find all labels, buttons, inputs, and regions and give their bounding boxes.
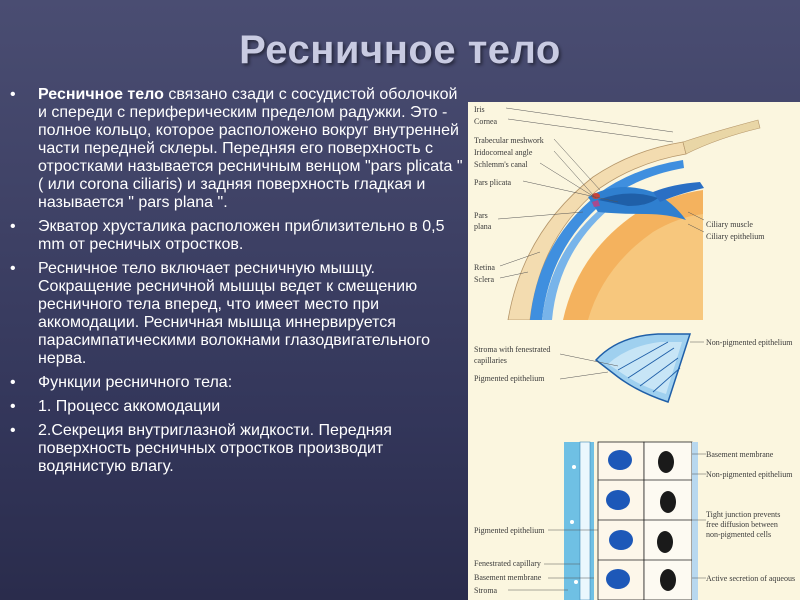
bullet-dot-icon: • [10,218,16,235]
bullet-text: Функции ресничного тела: [38,374,233,391]
bullet-dot-icon: • [10,260,16,277]
label-ciliary-epithelium: Ciliary epithelium [706,232,765,241]
bullet-dot-icon: • [10,374,16,391]
label-non-pigmented-epithelium-bottom: Non-pigmented epithelium [706,470,793,479]
bullet-item [8,374,463,392]
label-non-pigmented-epithelium-mid: Non-pigmented epithelium [706,338,793,347]
label-trabecular-meshwork: Trabecular meshwork [474,136,544,145]
label-ciliary-muscle: Ciliary muscle [706,220,753,229]
label-cornea: Cornea [474,117,498,126]
bullet-text: 1. Процесс аккомодации [38,398,221,415]
label-fenestrated-capillary: Fenestrated capillary [474,559,541,568]
bullet-lead: Ресничное тело [38,86,164,103]
bullet-item [8,422,463,476]
bullet-list [8,86,463,482]
bullet-text: связано сзади с сосудистой оболочкой и спереди с периферическим пределом радужки. Это - полное кольцо, которое расположено вокруг внутренней части передней склеры. Передняя его поверхность с отростками называется ресничным венцом "pars plicata "( или corona ciliaris) и задняя поверхность гладкая и называется " pars plana ". [38,86,463,211]
label-pars-plicata: Pars plicata [474,178,512,187]
bullet-item [8,86,463,212]
bullet-text: Ресничное тело включает ресничную мышцу. Сокращение ресничной мышцы ведет к смещению ресничного тела вперед, что имеет место при аккомодации. Ресничная мышца иннервируется парасимпатическими волокнами глазодвигательного нерва. [38,260,431,367]
label-schlemms-canal: Schlemm's canal [474,160,528,169]
label-retina: Retina [474,263,495,272]
bullet-dot-icon: • [10,86,16,103]
label-basement-membrane-right: Basement membrane [706,450,774,459]
label-capillaries: capillaries [474,356,507,365]
bullet-text: 2.Секреция внутриглазной жидкости. Передняя поверхность ресничных отростков производит водянистую влагу. [38,422,392,475]
label-pigmented-epithelium-bottom: Pigmented epithelium [474,526,545,535]
ciliary-body-illustration [468,102,800,600]
bullet-item [8,398,463,416]
label-plana: plana [474,222,492,231]
bullet-dot-icon: • [10,398,16,415]
label-non-pigmented-cells: non-pigmented cells [706,530,772,539]
bullet-dot-icon: • [10,422,16,439]
ciliary-body-figure [468,102,800,600]
bullet-item [8,260,463,368]
label-stroma: Stroma [474,586,498,595]
label-stroma-fenestrated: Stroma with fenestrated [474,345,551,354]
label-pars: Pars [474,211,488,220]
label-basement-membrane-left: Basement membrane [474,573,542,582]
bullet-item [8,218,463,254]
ciliary-process-diagram [468,320,800,432]
label-tight-junction: Tight junction prevents [706,510,781,519]
label-iris: Iris [474,105,485,114]
label-free-diffusion: free diffusion between [706,520,778,529]
label-pigmented-epithelium-mid: Pigmented epithelium [474,374,545,383]
epithelium-cells-diagram [468,432,800,600]
label-iridocorneal-angle: Iridocorneal angle [474,148,533,157]
bullet-text: Экватор хрусталика расположен приблизительно в 0,5 mm от ресничых отростков. [38,218,445,253]
slide-title: Ресничное тело [239,28,561,72]
label-sclera: Sclera [474,275,494,284]
eye-section-diagram [468,102,800,320]
label-active-secretion: Active secretion of aqueous [706,574,796,583]
